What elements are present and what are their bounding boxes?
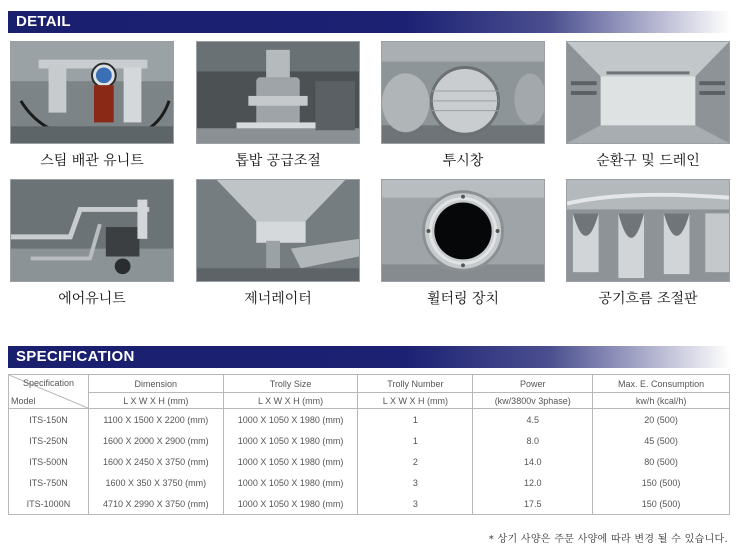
dimension-cell: 1600 X 350 X 3750 (mm) <box>88 472 223 493</box>
detail-section-header: DETAIL <box>8 11 730 33</box>
column-header: Trolly Number <box>358 375 473 393</box>
dimension-cell: 4710 X 2990 X 3750 (mm) <box>88 493 223 515</box>
detail-caption: 공기흐름 조절판 <box>598 291 698 307</box>
table-row <box>9 493 730 515</box>
detail-caption: 제너레이터 <box>244 291 312 307</box>
power-cell: 17.5 <box>473 493 593 515</box>
detail-photo-filtering-device <box>381 179 545 282</box>
corner-model-label: Model <box>11 396 36 406</box>
spec-footnote: * 상기 사양은 주문 사양에 따라 변경 될 수 있습니다. <box>488 534 728 545</box>
detail-photo-sawdust-feed-control <box>196 41 360 144</box>
specification-section-header: SPECIFICATION <box>8 346 730 368</box>
detail-photo-viewing-window <box>381 41 545 144</box>
detail-photo-steam-pipe-unit <box>10 41 174 144</box>
detail-caption: 에어유니트 <box>58 291 126 307</box>
trolly-number-cell: 1 <box>358 409 473 431</box>
detail-photo-generator <box>196 179 360 282</box>
detail-caption: 투시창 <box>442 153 484 169</box>
consumption-cell: 80 (500) <box>593 451 730 472</box>
trolly-size-cell: 1000 X 1050 X 1980 (mm) <box>223 430 358 451</box>
specification-table <box>8 374 730 515</box>
dimension-cell: 1100 X 1500 X 2200 (mm) <box>88 409 223 431</box>
detail-photo-air-unit <box>10 179 174 282</box>
detail-photo-circulation-drain <box>566 41 730 144</box>
column-header: Power <box>473 375 593 393</box>
trolly-number-cell: 2 <box>358 451 473 472</box>
dimension-cell: 1600 X 2000 X 2900 (mm) <box>88 430 223 451</box>
table-row <box>9 451 730 472</box>
column-header: Trolly Size <box>223 375 358 393</box>
table-row <box>9 409 730 431</box>
detail-caption: 휠터링 장치 <box>426 291 500 307</box>
trolly-number-cell: 3 <box>358 472 473 493</box>
column-unit: L X W X H (mm) <box>88 393 223 409</box>
consumption-cell: 150 (500) <box>593 472 730 493</box>
consumption-cell: 45 (500) <box>593 430 730 451</box>
trolly-number-cell: 3 <box>358 493 473 515</box>
power-cell: 4.5 <box>473 409 593 431</box>
trolly-number-cell: 1 <box>358 430 473 451</box>
dimension-cell: 1600 X 2450 X 3750 (mm) <box>88 451 223 472</box>
trolly-size-cell: 1000 X 1050 X 1980 (mm) <box>223 493 358 515</box>
model-cell: ITS-500N <box>9 451 89 472</box>
column-unit: (kw/3800v 3phase) <box>473 393 593 409</box>
column-unit: L X W X H (mm) <box>223 393 358 409</box>
trolly-size-cell: 1000 X 1050 X 1980 (mm) <box>223 409 358 431</box>
power-cell: 12.0 <box>473 472 593 493</box>
table-row <box>9 472 730 493</box>
table-corner-header <box>9 375 89 409</box>
trolly-size-cell: 1000 X 1050 X 1980 (mm) <box>223 451 358 472</box>
power-cell: 14.0 <box>473 451 593 472</box>
detail-caption: 순환구 및 드레인 <box>596 153 700 169</box>
column-unit: L X W X H (mm) <box>358 393 473 409</box>
corner-specification-label: Specification <box>23 378 75 388</box>
model-cell: ITS-1000N <box>9 493 89 515</box>
detail-photo-airflow-damper <box>566 179 730 282</box>
consumption-cell: 20 (500) <box>593 409 730 431</box>
trolly-size-cell: 1000 X 1050 X 1980 (mm) <box>223 472 358 493</box>
detail-caption: 톱밥 공급조절 <box>235 153 321 169</box>
column-unit: kw/h (kcal/h) <box>593 393 730 409</box>
table-row <box>9 430 730 451</box>
model-cell: ITS-150N <box>9 409 89 431</box>
consumption-cell: 150 (500) <box>593 493 730 515</box>
model-cell: ITS-750N <box>9 472 89 493</box>
detail-caption: 스팀 배관 유니트 <box>40 153 144 169</box>
model-cell: ITS-250N <box>9 430 89 451</box>
column-header: Dimension <box>88 375 223 393</box>
column-header: Max. E. Consumption <box>593 375 730 393</box>
power-cell: 8.0 <box>473 430 593 451</box>
